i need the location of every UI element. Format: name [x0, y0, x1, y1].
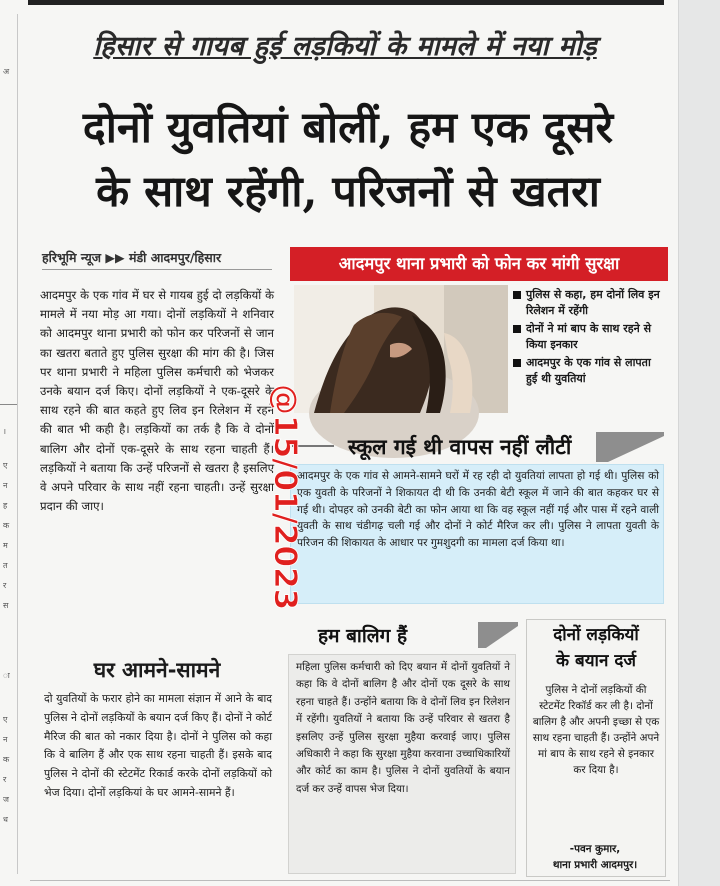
date-watermark: [247, 384, 303, 648]
highlight-bullets: [512, 287, 662, 389]
quote-box-body: पुलिस ने दोनों लड़कियों की स्टेटमेंट रिकॉर्ड कर ली है। दोनों बालिग है और अपनी इच्छा से एक साथ रहना चाहती हैं। उन्होंने अपने मां बाप के साथ रहने से इनकार कर दिया है।: [532, 684, 660, 776]
signature-title: थाना प्रभारी आदमपुर।: [552, 858, 638, 871]
byline: हरिभूमि न्यूज ▶▶ मंडी आदमपुर/हिसार: [42, 249, 272, 270]
main-headline: [36, 96, 660, 224]
main-article-body: आदमपुर के एक गांव में घर से गायब हुई दो लड़कियों के मामले में नया मोड़ आ गया। दोनों लड़कियों ने शनिवार को आदमपुर थाना प्रभारी को फोन कर परिजनों से जान का खतरा बताते हुए पुलिस सुरक्षा की मांग की है। जिस पर थाना प्रभारी ने महिला पुलिस कर्मचारी को भेजकर उनके बयान दर्ज किए। दोनों लड़कियों ने एक-दूसरे के साथ रहने की बात कहते हुए लिव इन रिलेशन में रहने की बात भी कही है। लड़कियों का तर्क है कि वे दोनों बालिग और दोनों एक-दूसरे के साथ रहना चाहती हैं। लड़कियों ने बताया कि उन्हें परिजनों से खतरा है इसलिए वे अपने परिवार के साथ नहीं रहना चाहती। उन्हें सुरक्षा प्रदान की जाए।: [40, 288, 274, 514]
subheading-we-are-adults: हम बालिग हैं: [318, 625, 408, 647]
bullet-item: आदमपुर के एक गांव से लापता हुई थी युवतियां: [512, 355, 662, 386]
subheading-we-are-adults-body: महिला पुलिस कर्मचारी को दिए बयान में दोनों युवतियों ने कहा कि वे दोनों बालिग है और दोनों एक दूसरे के साथ रहना चाहते हैं। उन्होंने बताया कि वे दोनों लिव इन रिलेशन में रहेंगी। युवतियों ने बताया कि उन्हें परिवार से खतरा है इसलिए उन्हें पुलिस सुरक्षा मुहैया करवाई जाए। पुलिस अधिकारी ने कहा कि सुरक्षा मुहैया करवाना उच्चाधिकारियों और कोर्ट का काम है। पुलिस ने दोनों युवतियों के बयान दर्ज कर उन्हें वापस भेज दिया।: [296, 661, 510, 795]
signature-name: -पवन कुमार,: [569, 843, 621, 855]
top-border-rule: [28, 0, 664, 5]
bullet-item: पुलिस से कहा, हम दोनों लिव इन रिलेशन में रहेंगी: [512, 287, 662, 318]
quote-title-line-1: दोनों लड़कियों: [553, 625, 639, 645]
adjacent-column-strip: अ । ए न ह क म त र स ा ए न क र ज ध: [0, 14, 18, 874]
bottom-rule: [30, 880, 670, 881]
subheading-homes-facing-body: दो युवतियों के फरार होने का मामला संज्ञान में आने के बाद पुलिस ने दोनों लड़कियों के बयान दर्ज किए हैं। दोनों ने कोर्ट मैरिज की बात को नकार दिया है। दोनों ने पुलिस को कहा कि वे बालिग हैं और एक साथ रहना चाहती हैं। इसके बाद पुलिस ने दोनों की स्टेटमेंट रिकार्ड करके दोनों लड़कियों को भेज दिया। दोनों लड़कियां के घर आमने-सामने हैं।: [44, 692, 272, 799]
photo-illustration: [294, 285, 508, 413]
info-box-body: आदमपुर के एक गांव से आमने-सामने घरों में रह रही दो युवतियां लापता हो गई थी। पुलिस को एक युवती के परिजनों ने शिकायत दी थी कि उनकी बेटी स्कूल में जाने की बात कहकर घर से गई थी। दोपहर को उनकी बेटी का फोन आया था कि वह स्कूल नहीं गई और पास में रहने वाली युवती के साथ चंडीगढ़ चली गई और दोनों ने कोर्ट मैरिज कर ली। पुलिस ने लापता युवती के परिजन की शिकायत के आधार पर गुमशुदगी का मामला दर्ज किया था।: [297, 470, 659, 550]
heading-arrow-icon: [596, 426, 664, 466]
heading-arrow-icon: [478, 618, 518, 650]
headline-line-1: दोनों युवतियां बोलीं, हम एक दूसरे: [82, 103, 614, 153]
column-divider: [0, 404, 17, 405]
section-heading-school: स्कूल गई थी वापस नहीं लौटीं: [348, 435, 572, 459]
photo-two-women-embracing: [294, 285, 508, 413]
quote-title-line-2: के बयान दर्ज: [556, 651, 636, 671]
red-banner-heading: आदमपुर थाना प्रभारी को फोन कर मांगी सुरक्षा: [290, 247, 668, 281]
subheading-homes-facing: घर आमने-सामने: [93, 658, 221, 682]
quote-box-title: [530, 622, 662, 674]
headline-line-2: के साथ रहेंगी, परिजनों से खतरा: [96, 167, 600, 217]
watermark-text: @15/01/2023: [267, 384, 303, 611]
bullet-item: दोनों ने मां बाप के साथ रहने से किया इनकार: [512, 321, 662, 352]
quote-signature: [530, 842, 660, 873]
viewer-side-panel: [678, 0, 720, 886]
kicker-headline: हिसार से गायब हुई लड़कियों के मामले में नया मोड़: [93, 31, 597, 62]
